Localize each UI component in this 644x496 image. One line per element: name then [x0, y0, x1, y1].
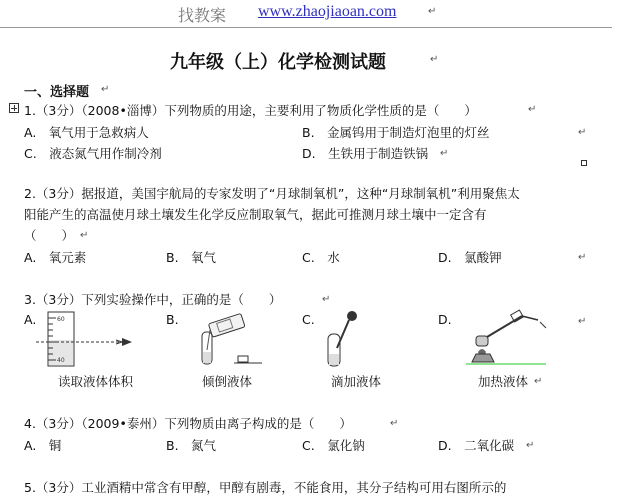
return-mark: ↵	[428, 6, 437, 17]
return-mark: ↵	[528, 104, 537, 115]
question-3-option-d: D.	[438, 312, 452, 327]
question-1-option-d: D. 生铁用于制造铁锅	[302, 146, 429, 161]
caption-read-volume: 读取液体体积	[58, 374, 134, 389]
return-mark: ↵	[430, 54, 439, 65]
caption-add-drops: 滴加液体	[331, 374, 382, 389]
question-2-line-2: 阳能产生的高温使月球土壤发生化学反应制取氧气，据此可推测月球土壤中一定含有	[24, 207, 487, 222]
section-heading: 一、选择题	[24, 85, 90, 100]
figure-graduated-cylinder-reading	[30, 310, 140, 368]
question-5-stem: 5.（3分）工业酒精中常含有甲醇，甲醇有剧毒，不能食用，其分子结构可用右图所示的	[24, 480, 507, 495]
return-mark: ↵	[390, 418, 399, 429]
header-url-link[interactable]: www.zhaojiaoan.com	[258, 3, 397, 20]
return-mark: ↵	[578, 127, 587, 138]
figure-dropper	[320, 310, 370, 368]
scale-label-top: 60	[57, 316, 65, 323]
return-mark: ↵	[101, 84, 110, 95]
question-4-option-d: D. 二氧化碳	[438, 438, 515, 453]
question-1-option-b: B. 金属钨用于制造灯泡里的灯丝	[302, 125, 490, 140]
page-title: 九年级（上）化学检测试题	[170, 52, 386, 73]
question-1-stem: 1.（3分）（2008•淄博）下列物质的用途，主要利用了物质化学性质的是（ ）	[24, 103, 477, 118]
figure-pouring-liquid	[188, 316, 268, 366]
question-2-line-1: 2.（3分）据报道，美国宇航局的专家发明了“月球制氧机”，这种“月球制氧机”利用聚焦太	[24, 186, 520, 201]
return-mark: ↵	[322, 294, 331, 305]
question-4-option-a: A. 铜	[24, 438, 62, 453]
return-mark: ↵	[578, 316, 587, 327]
table-resize-handle-icon[interactable]	[581, 160, 587, 166]
header-site: 找教案	[178, 6, 227, 25]
caption-pour-liquid: 倾倒液体	[202, 374, 253, 389]
header-divider	[0, 27, 612, 28]
question-3-stem: 3.（3分）下列实验操作中，正确的是（ ）	[24, 292, 282, 307]
question-2-line-3: （ ）	[24, 228, 75, 243]
question-4-option-c: C. 氯化钠	[302, 438, 365, 453]
question-2-option-c: C. 水	[302, 250, 340, 265]
return-mark: ↵	[526, 440, 535, 451]
question-2-option-b: B. 氧气	[166, 250, 217, 265]
question-1-option-c: C. 液态氮气用作制冷剂	[24, 146, 162, 161]
return-mark: ↵	[440, 148, 449, 159]
scale-label-bottom: 40	[57, 357, 65, 364]
question-4-stem: 4.（3分）（2009•泰州）下列物质由离子构成的是（ ）	[24, 416, 352, 431]
question-4-option-b: B. 氮气	[166, 438, 217, 453]
figure-heating-liquid	[462, 310, 552, 368]
return-mark: ↵	[534, 376, 543, 387]
question-1-option-a: A. 氧气用于急救病人	[24, 125, 149, 140]
return-mark: ↵	[80, 230, 89, 241]
question-3-option-a: A.	[24, 312, 37, 327]
question-2-option-d: D. 氯酸钾	[438, 250, 502, 265]
question-3-option-c: C.	[302, 312, 315, 327]
table-move-handle-icon[interactable]	[9, 103, 19, 113]
caption-heat-liquid: 加热液体	[478, 374, 529, 389]
question-2-option-a: A. 氧元素	[24, 250, 87, 265]
return-mark: ↵	[578, 252, 587, 263]
question-3-option-b: B.	[166, 312, 179, 327]
